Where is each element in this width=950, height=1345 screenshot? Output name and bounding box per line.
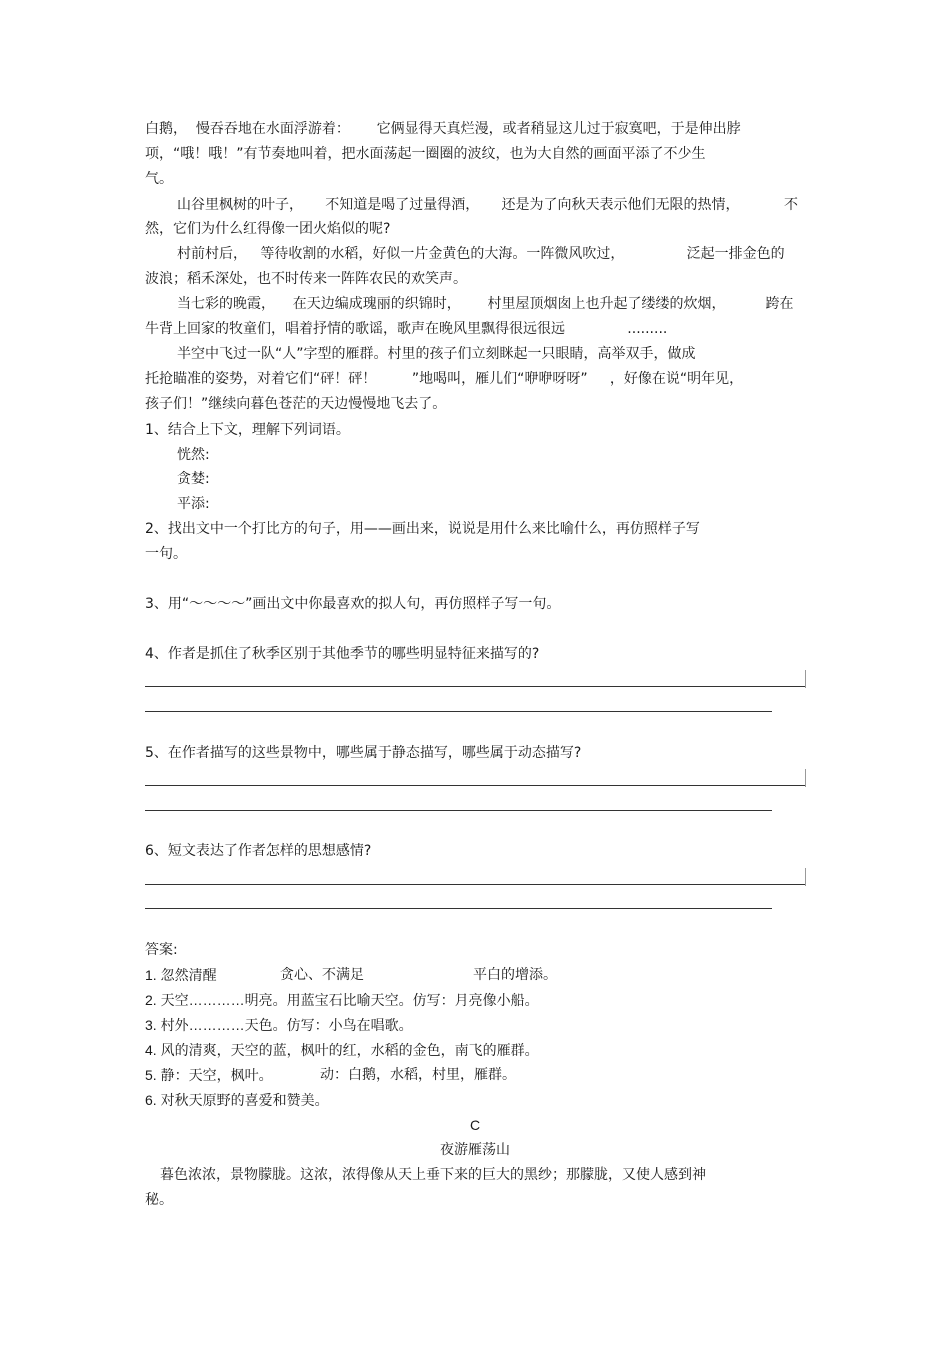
answer-line [145,711,772,712]
answer-6: 6. 对秋天原野的喜爱和赞美。 [145,1092,329,1108]
passage-line: 项，“哦！哦！”有节奏地叫着，把水面荡起一圈圈的波纹，也为大自然的画面平添了不少生 [145,146,706,162]
answer-line-edge [805,670,806,688]
answer-2: 2. 天空…………明亮。用蓝宝石比喻天空。仿写：月亮像小船。 [145,992,539,1008]
question-5: 5、在作者描写的这些景物中，哪些属于静态描写，哪些属于动态描写? [145,745,582,761]
section-text-line: 秘。 [145,1192,173,1208]
question-6: 6、短文表达了作者怎样的思想感情? [145,843,372,859]
question-2: 2、找出文中一个打比方的句子，用——画出来，说说是用什么来比喻什么，再仿照样子写 [145,521,700,537]
passage-line: 波浪；稻禾深处，也不时传来一阵阵农民的欢笑声。 [145,271,467,287]
vocab-item: 平添: [177,496,210,512]
vocab-item: 贪婪: [177,471,210,487]
passage-line: 当七彩的晚霞， 在天边编成瑰丽的织锦时， 村里屋顶烟囱上也升起了缕缕的炊烟， 跨在 [177,296,794,312]
passage-line: 村前村后， 等待收割的水稻，好似一片金黄色的大海。一阵微风吹过， 泛起一排金色的 [177,246,785,262]
passage-line: 气。 [145,171,173,187]
question-3: 3、用“～～～～”画出文中你最喜欢的拟人句，再仿照样子写一句。 [145,596,561,612]
answer-line-edge [805,868,806,886]
answer-1c: 平白的增添。 [473,967,557,983]
answer-1b: 贪心、不满足 [280,967,364,983]
passage-line: 白鹅， 慢吞吞地在水面浮游着： 它俩显得天真烂漫，或者稍显这儿过于寂寞吧，于是伸出脖 [145,121,741,137]
question-2-cont: 一句。 [145,546,187,562]
passage-line: 牛背上回家的牧童们，唱着抒情的歌谣，歌声在晚风里飘得很远很远 ......... [145,321,668,337]
section-text-line: 暮色浓浓，景物朦胧。这浓，浓得像从天上垂下来的巨大的黑纱；那朦胧，又使人感到神 [160,1167,706,1183]
answer-line-edge [805,769,806,787]
question-4: 4、作者是抓住了秋季区别于其他季节的哪些明显特征来描写的? [145,646,540,662]
answer-3: 3. 村外…………天色。仿写：小鸟在唱歌。 [145,1017,413,1033]
answer-line [145,686,805,687]
answer-line [145,884,805,885]
answers-heading: 答案: [145,942,178,958]
passage-line: 半空中飞过一队“人”字型的雁群。村里的孩子们立刻眯起一只眼睛，高举双手，做成 [177,346,696,362]
section-label: C [469,1117,481,1133]
section-title: 夜游雁荡山 [440,1142,510,1158]
answer-4: 4. 风的清爽，天空的蓝，枫叶的红，水稻的金色，南飞的雁群。 [145,1042,539,1058]
question-1: 1、结合上下文，理解下列词语。 [145,422,350,438]
answer-5b: 动：白鹅，水稻，村里，雁群。 [320,1067,516,1083]
passage-line: 山谷里枫树的叶子， 不知道是喝了过量得酒， 还是为了向秋天表示他们无限的热情， 不 [177,197,799,213]
answer-line [145,785,805,786]
answer-line [145,810,772,811]
answer-5a: 5. 静：天空，枫叶。 [145,1067,273,1083]
answer-1a: 1. 忽然清醒 [145,967,217,983]
passage-line: 孩子们！”继续向暮色苍茫的天边慢慢地飞去了。 [145,396,447,412]
passage-line: 然，它们为什么红得像一团火焰似的呢? [145,221,391,237]
passage-line: 托抢瞄准的姿势，对着它们“砰！砰！ ”地喝叫，雁儿们“咿咿呀呀” ，好像在说“明年见， [145,371,744,387]
answer-line [145,908,772,909]
vocab-item: 恍然: [177,447,210,463]
